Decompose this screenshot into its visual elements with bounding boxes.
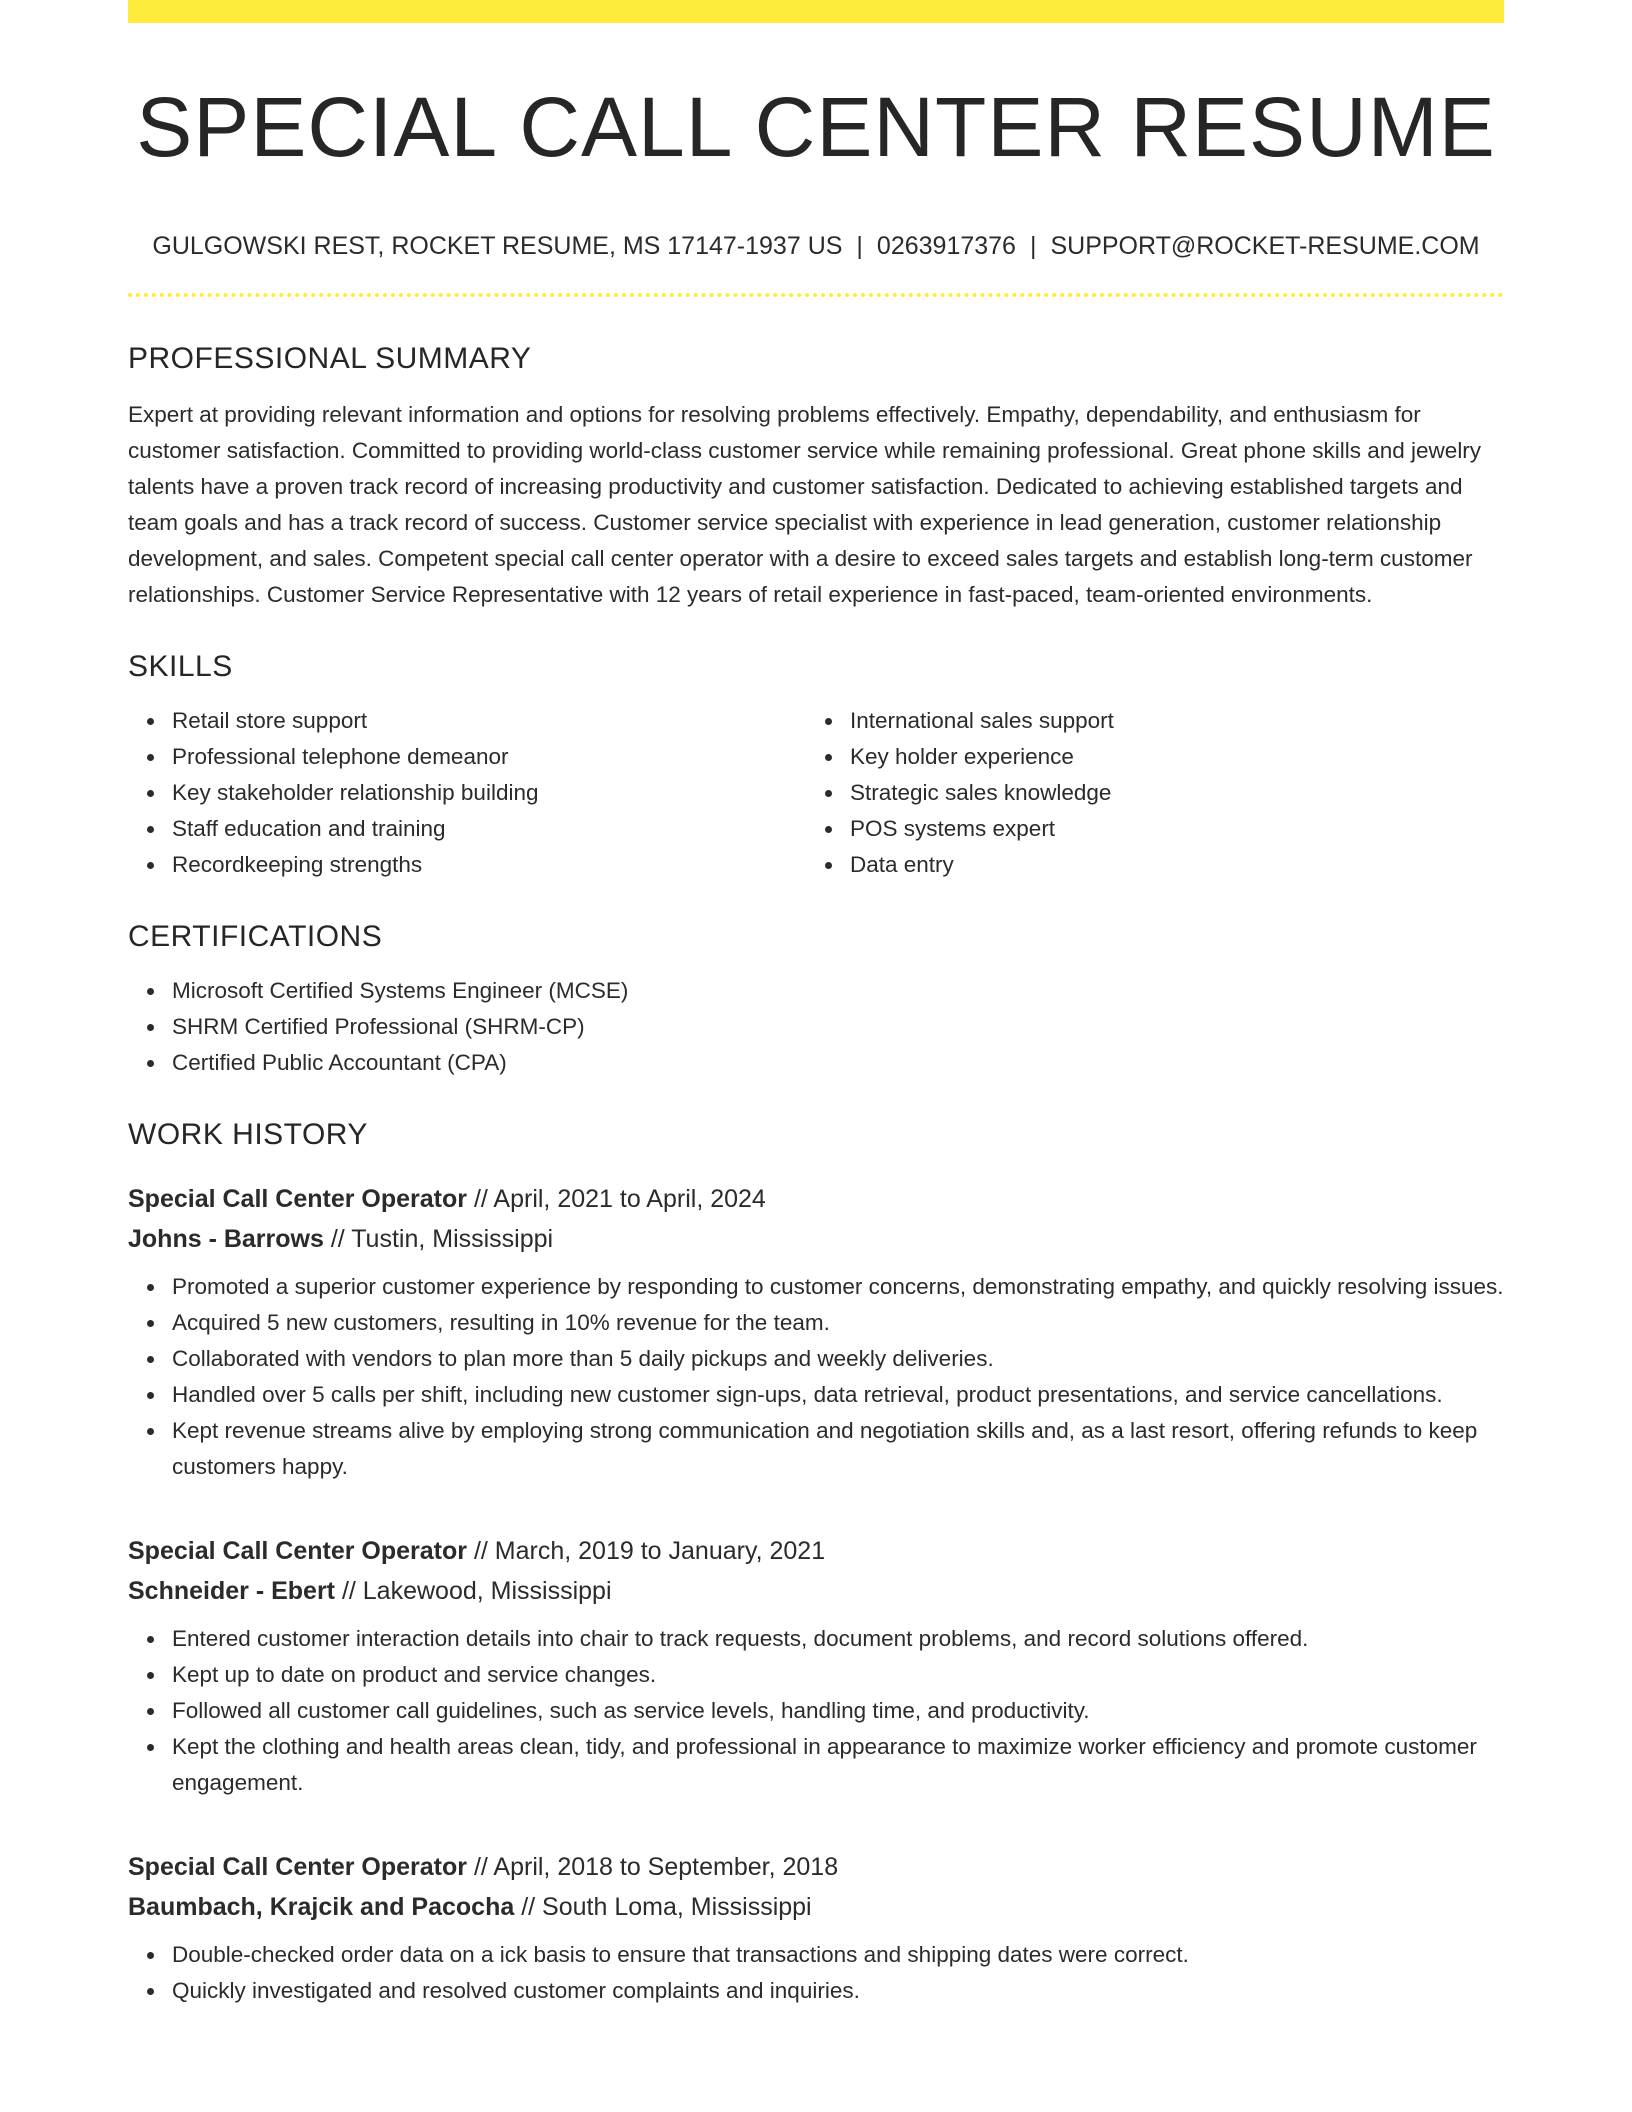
work-history-heading: WORK HISTORY (128, 1118, 368, 1151)
job-title: Special Call Center Operator (128, 1185, 468, 1213)
job-bullets (128, 1621, 1504, 1801)
summary-section (128, 341, 1504, 613)
job-company-line (128, 1219, 1504, 1259)
certification-item: Certified Public Accountant (CPA) (172, 1045, 1504, 1081)
job-location: // Lakewood, Mississippi (335, 1577, 612, 1605)
skills-list-right (806, 703, 1484, 883)
contact-email: SUPPORT@ROCKET-RESUME.COM (1050, 232, 1480, 260)
job-location: // Tustin, Mississippi (323, 1225, 554, 1253)
job-title-line (128, 1847, 1504, 1887)
contact-separator: | (856, 232, 863, 260)
job-title: Special Call Center Operator (128, 1853, 468, 1881)
job-company-line (128, 1887, 1504, 1927)
job-bullet: Quickly investigated and resolved customer complaints and inquiries. (172, 1973, 1504, 2009)
dotted-divider (128, 293, 1504, 297)
job-location: // South Loma, Mississippi (514, 1893, 812, 1921)
job-bullets (128, 1269, 1504, 1485)
skill-item: Retail store support (172, 703, 806, 739)
certifications-section (128, 919, 1504, 1081)
skill-item: Strategic sales knowledge (850, 775, 1484, 811)
job-bullet: Collaborated with vendors to plan more than 5 daily pickups and weekly deliveries. (172, 1341, 1504, 1377)
job-title-line (128, 1531, 1504, 1571)
page-title: SPECIAL CALL CENTER RESUME (136, 80, 1496, 174)
contact-phone: 0263917376 (876, 232, 1016, 260)
contact-address: GULGOWSKI REST, ROCKET RESUME, MS 17147-1937 US (152, 232, 843, 260)
job-bullets (128, 1937, 1504, 2009)
job-bullet: Promoted a superior customer experience by responding to customer concerns, demonstrating empathy, and quickly resolving issues. (172, 1269, 1504, 1305)
skill-item: Professional telephone demeanor (172, 739, 806, 775)
job-company-line (128, 1571, 1504, 1611)
job-bullet: Double-checked order data on a ick basis to ensure that transactions and shipping dates were correct. (172, 1937, 1504, 1973)
contact-line (128, 231, 1504, 261)
skill-item: Staff education and training (172, 811, 806, 847)
skill-item: Recordkeeping strengths (172, 847, 806, 883)
job-dates: // March, 2019 to January, 2021 (467, 1537, 826, 1565)
summary-heading: PROFESSIONAL SUMMARY (128, 342, 532, 375)
job-entry (128, 1531, 1504, 1801)
skill-item: POS systems expert (850, 811, 1484, 847)
job-company: Baumbach, Krajcik and Pacocha (128, 1893, 515, 1921)
skill-item: International sales support (850, 703, 1484, 739)
certifications-list (128, 973, 1504, 1081)
skill-item: Key stakeholder relationship building (172, 775, 806, 811)
job-dates: // April, 2021 to April, 2024 (467, 1185, 766, 1213)
job-bullet: Followed all customer call guidelines, such as service levels, handling time, and productivity. (172, 1693, 1504, 1729)
job-dates: // April, 2018 to September, 2018 (467, 1853, 839, 1881)
job-entry (128, 1179, 1504, 1485)
accent-bar (128, 0, 1504, 23)
skills-section (128, 649, 1504, 883)
skills-heading: SKILLS (128, 650, 233, 683)
job-company: Johns - Barrows (128, 1225, 324, 1253)
job-bullet: Kept revenue streams alive by employing strong communication and negotiation skills and, as a last resort, offering refunds to keep customers happy. (172, 1413, 1504, 1485)
summary-text: Expert at providing relevant information and options for resolving problems effectively. Empathy, dependability, and enthusiasm for customer satisfaction. Committed to providing world-class customer service while remaining professional. Great phone skills and jewelry talents have a proven track record of increasing productivity and customer satisfaction. Dedicated to achieving established targets and team goals and has a track record of success. Customer service specialist with experience in lead generation, customer relationship development, and sales. Competent special call center operator with a desire to exceed sales targets and establish long-term customer relationships. Customer Service Representative with 12 years of retail experience in fast-paced, team-oriented environments. (128, 402, 1482, 607)
certification-item: Microsoft Certified Systems Engineer (MCSE) (172, 973, 1504, 1009)
job-bullet: Handled over 5 calls per shift, including new customer sign-ups, data retrieval, product presentations, and service cancellations. (172, 1377, 1504, 1413)
skills-list-left (128, 703, 806, 883)
skills-grid (128, 685, 1504, 883)
contact-separator: | (1029, 232, 1037, 260)
job-bullet: Kept the clothing and health areas clean, tidy, and professional in appearance to maximize worker efficiency and promote customer engagement. (172, 1729, 1504, 1801)
job-bullet: Entered customer interaction details into chair to track requests, document problems, and record solutions offered. (172, 1621, 1504, 1657)
resume-page (128, 0, 1504, 2009)
job-title: Special Call Center Operator (128, 1537, 468, 1565)
work-history-section (128, 1117, 1504, 2009)
job-bullet: Kept up to date on product and service changes. (172, 1657, 1504, 1693)
job-company: Schneider - Ebert (128, 1577, 335, 1605)
job-entry (128, 1847, 1504, 2009)
skill-item: Data entry (850, 847, 1484, 883)
skill-item: Key holder experience (850, 739, 1484, 775)
job-bullet: Acquired 5 new customers, resulting in 10% revenue for the team. (172, 1305, 1504, 1341)
certification-item: SHRM Certified Professional (SHRM-CP) (172, 1009, 1504, 1045)
certifications-heading: CERTIFICATIONS (128, 920, 383, 953)
job-title-line (128, 1179, 1504, 1219)
